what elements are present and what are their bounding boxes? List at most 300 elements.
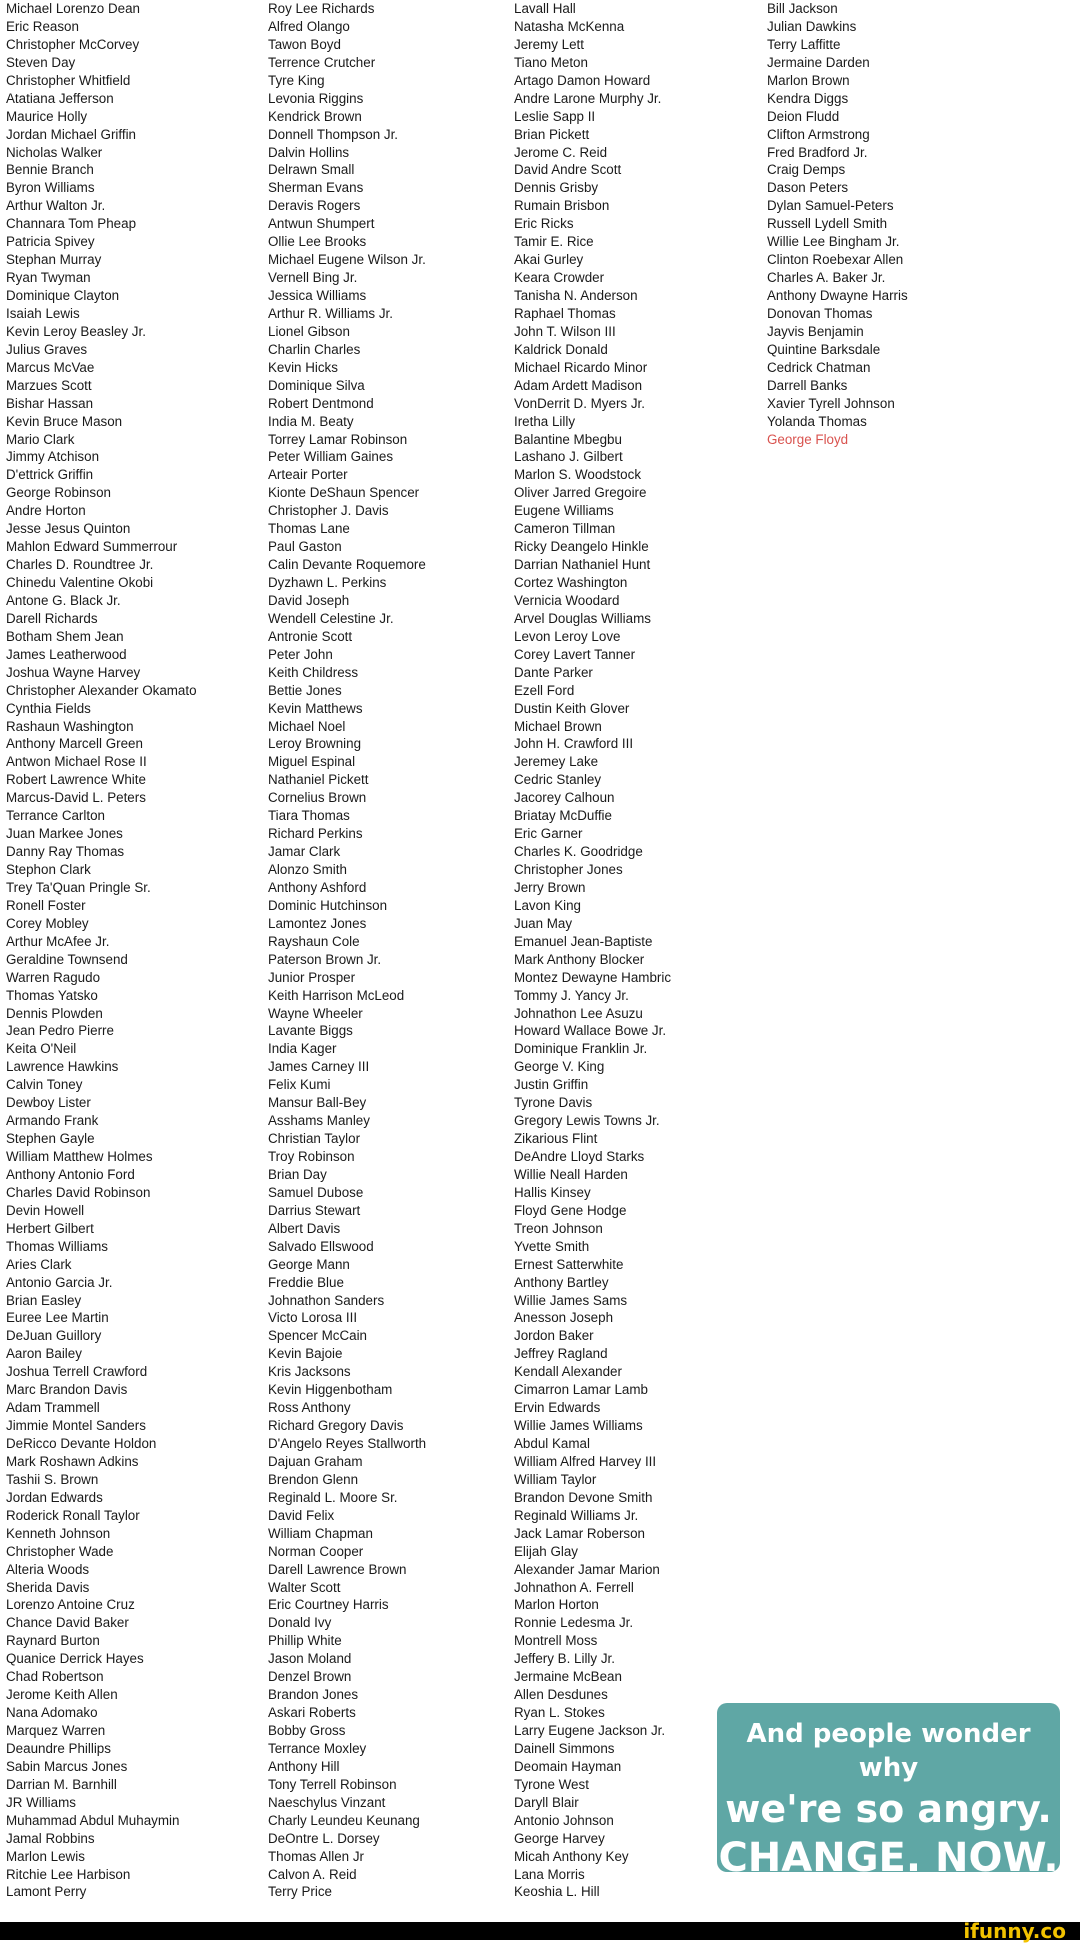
victim-name: Thomas Yatsko bbox=[6, 987, 98, 1003]
victim-name: Cameron Tillman bbox=[514, 521, 616, 537]
victim-name: India Kager bbox=[268, 1041, 337, 1057]
victim-name: Micah Anthony Key bbox=[514, 1848, 629, 1864]
victim-name: Dennis Grisby bbox=[514, 180, 599, 196]
victim-name: Fred Bradford Jr. bbox=[767, 144, 868, 160]
victim-name: Akai Gurley bbox=[514, 252, 584, 268]
victim-name: Aries Clark bbox=[6, 1256, 72, 1272]
victim-name: Christian Taylor bbox=[268, 1131, 361, 1147]
victim-name: Lavon King bbox=[514, 897, 582, 913]
victim-name: Jermaine Darden bbox=[767, 54, 870, 70]
victim-name: Michael Eugene Wilson Jr. bbox=[268, 252, 426, 268]
victim-name: Jermaine McBean bbox=[514, 1669, 622, 1685]
victim-name: Terrance Moxley bbox=[268, 1740, 367, 1756]
victim-name: Ronnie Ledesma Jr. bbox=[514, 1615, 634, 1631]
victim-name: Deomain Hayman bbox=[514, 1758, 622, 1774]
victim-name: Briatay McDuffie bbox=[514, 808, 612, 824]
victim-name: Corey Mobley bbox=[6, 915, 89, 931]
victim-name: Adam Trammell bbox=[6, 1400, 100, 1416]
victim-name: Darell Lawrence Brown bbox=[268, 1561, 407, 1577]
victim-name: Muhammad Abdul Muhaymin bbox=[6, 1812, 180, 1828]
victim-name: Willie James Williams bbox=[514, 1418, 643, 1434]
victim-name: Johnathon Lee Asuzu bbox=[514, 1005, 643, 1021]
victim-name: Antonio Garcia Jr. bbox=[6, 1274, 113, 1290]
victim-name: John H. Crawford III bbox=[514, 736, 634, 752]
victim-name: Julian Dawkins bbox=[767, 18, 857, 34]
victim-name: Tiara Thomas bbox=[268, 808, 350, 824]
victim-name: Kevin Hicks bbox=[268, 359, 338, 375]
victim-name: Antronie Scott bbox=[268, 628, 353, 644]
victim-name: Rayshaun Cole bbox=[268, 933, 360, 949]
victim-name: William Chapman bbox=[268, 1525, 373, 1541]
victim-name: Dominic Hutchinson bbox=[268, 897, 388, 913]
victim-name: Cedrick Chatman bbox=[767, 359, 871, 375]
victim-name: D'Angelo Reyes Stallworth bbox=[268, 1436, 427, 1451]
victim-name: Tommy J. Yancy Jr. bbox=[514, 987, 629, 1003]
victim-name: James Carney III bbox=[268, 1059, 370, 1075]
victim-name: Lavall Hall bbox=[514, 1, 576, 16]
victim-name: Joshua Terrell Crawford bbox=[6, 1364, 148, 1380]
victim-name: Jack Lamar Roberson bbox=[514, 1525, 645, 1541]
victim-name: Willie Neall Harden bbox=[514, 1166, 628, 1182]
victim-name: Bishar Hassan bbox=[6, 395, 94, 411]
victim-name: Dyzhawn L. Perkins bbox=[268, 575, 387, 590]
victim-name: Lamont Perry bbox=[6, 1884, 87, 1900]
victim-name: Miguel Espinal bbox=[268, 754, 356, 770]
victim-name: Bill Jackson bbox=[767, 1, 838, 16]
victim-name: Hallis Kinsey bbox=[514, 1184, 591, 1200]
victim-name: DeRicco Devante Holdon bbox=[6, 1436, 157, 1451]
victim-name: Treon Johnson bbox=[514, 1220, 603, 1236]
victim-name: Keoshia L. Hill bbox=[514, 1884, 600, 1900]
victim-name: Spencer McCain bbox=[268, 1328, 367, 1344]
victim-name: Tawon Boyd bbox=[268, 36, 341, 52]
victim-name: Jordan Edwards bbox=[6, 1489, 103, 1505]
victim-name: Cornelius Brown bbox=[268, 790, 367, 806]
victim-name: Deion Fludd bbox=[767, 108, 840, 124]
victim-name: Anesson Joseph bbox=[514, 1310, 614, 1326]
victim-name: Jimmy Atchison bbox=[6, 449, 100, 465]
names-column-3 bbox=[514, 0, 671, 1901]
victim-name: Byron Williams bbox=[6, 180, 95, 196]
victim-name: Tyrone West bbox=[514, 1776, 589, 1792]
victim-name: Christopher McCorvey bbox=[6, 36, 140, 52]
victim-name: Geraldine Townsend bbox=[6, 951, 128, 967]
victim-name: Jamal Robbins bbox=[6, 1830, 95, 1846]
victim-name: Deravis Rogers bbox=[268, 198, 361, 214]
victim-name: Marlon Horton bbox=[514, 1597, 599, 1613]
victim-name: Kevin Higgenbotham bbox=[268, 1382, 393, 1398]
victim-name: Dylan Samuel-Peters bbox=[767, 198, 894, 214]
victim-name: Natasha McKenna bbox=[514, 18, 625, 34]
victim-name: Gregory Lewis Towns Jr. bbox=[514, 1113, 660, 1129]
victim-name: Kevin Bruce Mason bbox=[6, 413, 123, 429]
victim-name: Mark Anthony Blocker bbox=[514, 951, 645, 967]
victim-name: Calin Devante Roquemore bbox=[268, 557, 426, 573]
victim-name: Anthony Marcell Green bbox=[6, 736, 143, 752]
callout-box bbox=[717, 1703, 1060, 1881]
victim-name: Anthony Ashford bbox=[268, 879, 367, 895]
victim-name: Raphael Thomas bbox=[514, 305, 616, 321]
victim-name: Keith Childress bbox=[268, 664, 359, 680]
victim-name: Brian Easley bbox=[6, 1292, 82, 1308]
victim-name: Charles K. Goodridge bbox=[514, 844, 643, 860]
victim-name: Terry Price bbox=[268, 1884, 332, 1900]
victim-name: Freddie Blue bbox=[268, 1274, 344, 1290]
victim-name: Euree Lee Martin bbox=[6, 1310, 109, 1326]
victim-name: Kevin Leroy Beasley Jr. bbox=[6, 323, 146, 339]
victim-name: Ryan Twyman bbox=[6, 270, 91, 286]
victim-name: Aaron Bailey bbox=[6, 1346, 82, 1362]
victim-name: Cortez Washington bbox=[514, 575, 628, 590]
victim-name: Reginald Williams Jr. bbox=[514, 1507, 639, 1523]
victim-name: Delrawn Small bbox=[268, 162, 355, 178]
victim-name: Kenneth Johnson bbox=[6, 1525, 111, 1541]
victim-name: Chad Robertson bbox=[6, 1669, 104, 1685]
victim-name: Torrey Lamar Robinson bbox=[268, 431, 408, 447]
victim-name: Darrian Nathaniel Hunt bbox=[514, 557, 651, 573]
victim-name: Tanisha N. Anderson bbox=[514, 288, 638, 303]
victim-name: Clifton Armstrong bbox=[767, 126, 870, 142]
victim-name: Quanice Derrick Hayes bbox=[6, 1651, 144, 1667]
victim-name: Bettie Jones bbox=[268, 682, 342, 698]
victim-name: Alteria Woods bbox=[6, 1561, 90, 1577]
victim-name: Yolanda Thomas bbox=[767, 413, 867, 429]
victim-name: Arteair Porter bbox=[268, 467, 348, 483]
victim-name: Peter William Gaines bbox=[268, 449, 394, 465]
victim-name: Kris Jacksons bbox=[268, 1364, 351, 1380]
victim-name: Montez Dewayne Hambric bbox=[514, 969, 672, 985]
victim-name: Cimarron Lamar Lamb bbox=[514, 1382, 648, 1398]
victim-name: David Andre Scott bbox=[514, 162, 622, 178]
victim-name: Arthur McAfee Jr. bbox=[6, 933, 110, 949]
victim-name: Oliver Jarred Gregoire bbox=[514, 485, 647, 501]
victim-name: Iretha Lilly bbox=[514, 413, 576, 429]
victim-name: Wendell Celestine Jr. bbox=[268, 610, 394, 626]
victim-name: Dennis Plowden bbox=[6, 1005, 103, 1021]
victim-name: Justin Griffin bbox=[514, 1077, 589, 1093]
victim-name: Salvado Ellswood bbox=[268, 1238, 374, 1254]
victim-name: Christopher J. Davis bbox=[268, 503, 389, 519]
victim-name: Andre Larone Murphy Jr. bbox=[514, 90, 662, 106]
victim-name: Dewboy Lister bbox=[6, 1095, 91, 1111]
victim-name: Andre Horton bbox=[6, 503, 86, 519]
victim-name: Kionte DeShaun Spencer bbox=[268, 485, 420, 501]
victim-name: Michael Ricardo Minor bbox=[514, 359, 648, 375]
victim-name: Daryll Blair bbox=[514, 1794, 579, 1810]
victim-name: Donnell Thompson Jr. bbox=[268, 126, 399, 142]
victim-name: Darrell Banks bbox=[767, 377, 848, 393]
victim-name: Darrius Stewart bbox=[268, 1202, 361, 1218]
victim-name: Ernest Satterwhite bbox=[514, 1256, 624, 1272]
victim-name: Emanuel Jean-Baptiste bbox=[514, 933, 653, 949]
victim-name: Artago Damon Howard bbox=[514, 72, 651, 88]
victim-name: Eric Reason bbox=[6, 18, 79, 34]
victim-name: Phillip White bbox=[268, 1633, 342, 1649]
victim-name: Dason Peters bbox=[767, 180, 849, 196]
victim-name: Jeffery B. Lilly Jr. bbox=[514, 1651, 615, 1667]
victim-name: Jayvis Benjamin bbox=[767, 323, 864, 339]
victim-name: Juan Markee Jones bbox=[6, 826, 123, 842]
victim-name: Brandon Jones bbox=[268, 1687, 359, 1703]
victim-name: Willie James Sams bbox=[514, 1292, 628, 1308]
victim-name: Johnathon A. Ferrell bbox=[514, 1579, 634, 1595]
victim-name: Jason Moland bbox=[268, 1651, 352, 1667]
victim-name: Cynthia Fields bbox=[6, 700, 91, 716]
victim-name: Elijah Glay bbox=[514, 1543, 579, 1559]
victim-name: Naeschylus Vinzant bbox=[268, 1794, 386, 1810]
victim-name: Victo Lorosa III bbox=[268, 1310, 358, 1326]
victim-name: DeAndre Lloyd Starks bbox=[514, 1149, 645, 1164]
callout-line-2: we're so angry. bbox=[725, 1787, 1052, 1831]
names-column-1 bbox=[6, 0, 197, 1901]
victim-name: Adam Ardett Madison bbox=[514, 377, 643, 393]
footer-bar bbox=[0, 1919, 1080, 1943]
victim-name: Kevin Bajoie bbox=[268, 1346, 343, 1362]
victim-name: Nathaniel Pickett bbox=[268, 772, 369, 788]
victim-name: Jacorey Calhoun bbox=[514, 790, 615, 806]
victim-name: Dainell Simmons bbox=[514, 1740, 615, 1756]
victim-name: Vernell Bing Jr. bbox=[268, 270, 358, 286]
victim-name: Peter John bbox=[268, 646, 333, 662]
victim-name: Tashii S. Brown bbox=[6, 1471, 99, 1487]
victim-name: Dominique Franklin Jr. bbox=[514, 1041, 648, 1057]
victim-name: Paul Gaston bbox=[268, 539, 342, 555]
victim-name: Sherida Davis bbox=[6, 1579, 90, 1595]
victim-name: Terry Laffitte bbox=[767, 36, 841, 52]
victim-name: Channara Tom Pheap bbox=[6, 216, 137, 232]
victim-name: Mahlon Edward Summerrour bbox=[6, 539, 178, 555]
victim-name: Tyrone Davis bbox=[514, 1095, 593, 1111]
victim-name: Charles David Robinson bbox=[6, 1184, 151, 1200]
victim-name: Thomas Williams bbox=[6, 1238, 108, 1254]
victim-name: Trey Ta'Quan Pringle Sr. bbox=[6, 879, 151, 895]
victim-name: Ervin Edwards bbox=[514, 1400, 601, 1416]
victim-name: Rumain Brisbon bbox=[514, 198, 610, 214]
victim-name: Julius Graves bbox=[6, 341, 88, 357]
victim-name: Juan May bbox=[514, 915, 573, 931]
victim-name: Steven Day bbox=[6, 54, 76, 70]
victim-name: Nicholas Walker bbox=[6, 144, 103, 160]
victim-name: Larry Eugene Jackson Jr. bbox=[514, 1723, 666, 1738]
victim-name: Danny Ray Thomas bbox=[6, 844, 125, 860]
victim-name: Albert Davis bbox=[268, 1220, 341, 1236]
victim-name: Arthur Walton Jr. bbox=[6, 198, 106, 214]
victim-name: Jesse Jesus Quinton bbox=[6, 521, 131, 537]
victim-name: Sabin Marcus Jones bbox=[6, 1758, 128, 1774]
victim-name: Alonzo Smith bbox=[268, 862, 347, 877]
victim-name: Marcus-David L. Peters bbox=[6, 790, 146, 806]
victim-name: Levon Leroy Love bbox=[514, 628, 621, 644]
callout-line-1: And people wonder why bbox=[746, 1719, 1031, 1783]
victim-name: Ryan L. Stokes bbox=[514, 1705, 605, 1721]
victim-name: Charlin Charles bbox=[268, 341, 361, 357]
victim-name: Chance David Baker bbox=[6, 1615, 129, 1631]
victim-name: Marzues Scott bbox=[6, 377, 92, 393]
victim-name: Marcus McVae bbox=[6, 359, 95, 375]
victim-name: Maurice Holly bbox=[6, 108, 88, 124]
victim-name: Clinton Roebexar Allen bbox=[767, 252, 904, 268]
victim-name: Norman Cooper bbox=[268, 1543, 364, 1559]
victim-name: Arthur R. Williams Jr. bbox=[268, 305, 393, 321]
victim-name: Thomas Lane bbox=[268, 521, 350, 537]
victim-name: JR Williams bbox=[6, 1794, 76, 1810]
victim-name: Xavier Tyrell Johnson bbox=[767, 395, 895, 411]
victim-name: Terrance Carlton bbox=[6, 808, 105, 824]
names-column-2 bbox=[268, 0, 426, 1901]
victim-name: Christopher Wade bbox=[6, 1543, 114, 1559]
victim-name: Charles D. Roundtree Jr. bbox=[6, 557, 154, 573]
victim-name: William Alfred Harvey III bbox=[514, 1453, 657, 1469]
victim-name: Stephen Gayle bbox=[6, 1131, 95, 1147]
victim-name: Alexander Jamar Marion bbox=[514, 1561, 660, 1577]
victim-name: Roy Lee Richards bbox=[268, 1, 375, 16]
victim-name: Felix Kumi bbox=[268, 1077, 331, 1093]
victim-name: Keith Harrison McLeod bbox=[268, 987, 405, 1003]
victim-name: Anthony Antonio Ford bbox=[6, 1166, 135, 1182]
victim-name: Arvel Douglas Williams bbox=[514, 610, 651, 626]
victim-name: Marlon Lewis bbox=[6, 1848, 85, 1864]
victim-name: Russell Lydell Smith bbox=[767, 216, 888, 232]
victim-name: Corey Lavert Tanner bbox=[514, 646, 636, 662]
victim-name: Eugene Williams bbox=[514, 503, 614, 519]
victim-name: DeJuan Guillory bbox=[6, 1328, 102, 1344]
victim-name: Darrian M. Barnhill bbox=[6, 1776, 117, 1792]
victim-name: Ezell Ford bbox=[514, 682, 575, 698]
victim-name: David Felix bbox=[268, 1507, 335, 1523]
victim-name: Anthony Hill bbox=[268, 1758, 340, 1774]
victim-name: Cedric Stanley bbox=[514, 772, 602, 788]
victim-name: George V. King bbox=[514, 1059, 605, 1075]
victim-name: Marquez Warren bbox=[6, 1723, 106, 1738]
victim-name: William Matthew Holmes bbox=[6, 1149, 153, 1164]
victim-name: Christopher Jones bbox=[514, 862, 623, 877]
victim-name: Jeremey Lake bbox=[514, 754, 599, 770]
victim-name: Dominique Silva bbox=[268, 377, 365, 393]
victim-name: Keita O'Neil bbox=[6, 1041, 77, 1057]
victim-name: India M. Beaty bbox=[268, 413, 354, 429]
victim-name: Samuel Dubose bbox=[268, 1184, 364, 1200]
victim-name: Darell Richards bbox=[6, 610, 98, 626]
victim-name: Willie Lee Bingham Jr. bbox=[767, 234, 900, 250]
victim-name: Brendon Glenn bbox=[268, 1471, 359, 1487]
victim-name: Tony Terrell Robinson bbox=[268, 1776, 397, 1792]
victim-name: Michael Brown bbox=[514, 718, 602, 734]
brand-watermark: ifunny.co bbox=[963, 1919, 1066, 1943]
victim-name: George Harvey bbox=[514, 1830, 605, 1846]
victim-name: Craig Demps bbox=[767, 162, 846, 178]
victim-name: Jimmie Montel Sanders bbox=[6, 1418, 146, 1434]
victim-name: William Taylor bbox=[514, 1471, 597, 1487]
victim-name: Kendra Diggs bbox=[767, 90, 849, 106]
victim-name: Raynard Burton bbox=[6, 1633, 100, 1649]
victim-name: Armando Frank bbox=[6, 1113, 99, 1129]
victim-name: Dustin Keith Glover bbox=[514, 700, 630, 716]
victim-name: Troy Robinson bbox=[268, 1149, 355, 1164]
victim-name: Kaldrick Donald bbox=[514, 341, 608, 357]
victim-name: Montrell Moss bbox=[514, 1633, 598, 1649]
victim-name: Brian Day bbox=[268, 1166, 327, 1182]
victim-name: Wayne Wheeler bbox=[268, 1005, 363, 1021]
victim-name: Robert Lawrence White bbox=[6, 772, 146, 788]
victim-name: Devin Howell bbox=[6, 1202, 85, 1218]
victim-name: Junior Prosper bbox=[268, 969, 356, 985]
victim-name: Herbert Gilbert bbox=[6, 1220, 94, 1236]
victim-name: Patricia Spivey bbox=[6, 234, 95, 250]
victim-name: Levonia Riggins bbox=[268, 90, 364, 106]
victim-name: Jordon Baker bbox=[514, 1328, 594, 1344]
victim-name: Ross Anthony bbox=[268, 1400, 351, 1416]
victim-name: Bennie Branch bbox=[6, 162, 94, 178]
victim-name: Lionel Gibson bbox=[268, 323, 350, 339]
victim-name: Marc Brandon Davis bbox=[6, 1382, 128, 1398]
victim-name: Allen Desdunes bbox=[514, 1687, 608, 1703]
victim-name: Jerry Brown bbox=[514, 879, 586, 895]
victim-name: Calvin Toney bbox=[6, 1077, 83, 1093]
victim-name: Marlon Brown bbox=[767, 72, 850, 88]
victim-name: Anthony Dwayne Harris bbox=[767, 288, 908, 303]
victim-name: Dajuan Graham bbox=[268, 1453, 363, 1469]
victim-name: Yvette Smith bbox=[514, 1238, 590, 1254]
victim-name: DeOntre L. Dorsey bbox=[268, 1830, 380, 1846]
victim-name: Leslie Sapp II bbox=[514, 108, 596, 124]
victim-name: Botham Shem Jean bbox=[6, 628, 124, 644]
victim-name: Brandon Devone Smith bbox=[514, 1489, 653, 1505]
victim-name: Rashaun Washington bbox=[6, 718, 134, 734]
victim-name: Ritchie Lee Harbison bbox=[6, 1866, 131, 1882]
victim-name: Tiano Meton bbox=[514, 54, 588, 70]
victim-name: Johnathon Sanders bbox=[268, 1292, 385, 1308]
victim-name: Antwun Shumpert bbox=[268, 216, 375, 232]
victim-name: Dominique Clayton bbox=[6, 288, 120, 303]
victim-name: Mark Roshawn Adkins bbox=[6, 1453, 139, 1469]
victim-name: Jordan Michael Griffin bbox=[6, 126, 136, 142]
victim-name: Deaundre Phillips bbox=[6, 1740, 111, 1756]
victim-name: Jeremy Lett bbox=[514, 36, 584, 52]
victim-name: Eric Courtney Harris bbox=[268, 1597, 389, 1613]
victim-name: Lamontez Jones bbox=[268, 915, 367, 931]
victim-name: Tyre King bbox=[268, 72, 325, 88]
victim-name: Michael Lorenzo Dean bbox=[6, 1, 140, 16]
victim-name: Balantine Mbegbu bbox=[514, 431, 622, 447]
victim-name: Jessica Williams bbox=[268, 288, 367, 303]
victim-name: Floyd Gene Hodge bbox=[514, 1202, 627, 1218]
victim-name: Mansur Ball-Bey bbox=[268, 1095, 367, 1111]
victim-name: Ronell Foster bbox=[6, 897, 86, 913]
victim-name: Nana Adomako bbox=[6, 1705, 98, 1721]
victim-name: Terrence Crutcher bbox=[268, 54, 376, 70]
victim-name: George Robinson bbox=[6, 485, 111, 501]
victim-name: Reginald L. Moore Sr. bbox=[268, 1489, 398, 1505]
victim-name: Alfred Olango bbox=[268, 18, 350, 34]
victim-name: Jerome C. Reid bbox=[514, 144, 608, 160]
victim-name: Michael Noel bbox=[268, 718, 346, 734]
victim-name: Walter Scott bbox=[268, 1579, 341, 1595]
victim-name: Leroy Browning bbox=[268, 736, 362, 752]
victim-name: Zikarious Flint bbox=[514, 1131, 598, 1147]
victim-name: Ollie Lee Brooks bbox=[268, 234, 367, 250]
victim-name: D'ettrick Griffin bbox=[6, 467, 94, 483]
victim-name: Vernicia Woodard bbox=[514, 592, 620, 608]
victim-name: George Mann bbox=[268, 1256, 350, 1272]
victim-name: Tamir E. Rice bbox=[514, 234, 594, 250]
victim-name: Isaiah Lewis bbox=[6, 305, 80, 321]
victim-name: Askari Roberts bbox=[268, 1705, 356, 1721]
victim-name: Lana Morris bbox=[514, 1866, 585, 1882]
victim-name: Roderick Ronall Taylor bbox=[6, 1507, 140, 1523]
names-column-4 bbox=[767, 0, 908, 448]
victim-name: Quintine Barksdale bbox=[767, 341, 881, 357]
victim-name: David Joseph bbox=[268, 592, 350, 608]
